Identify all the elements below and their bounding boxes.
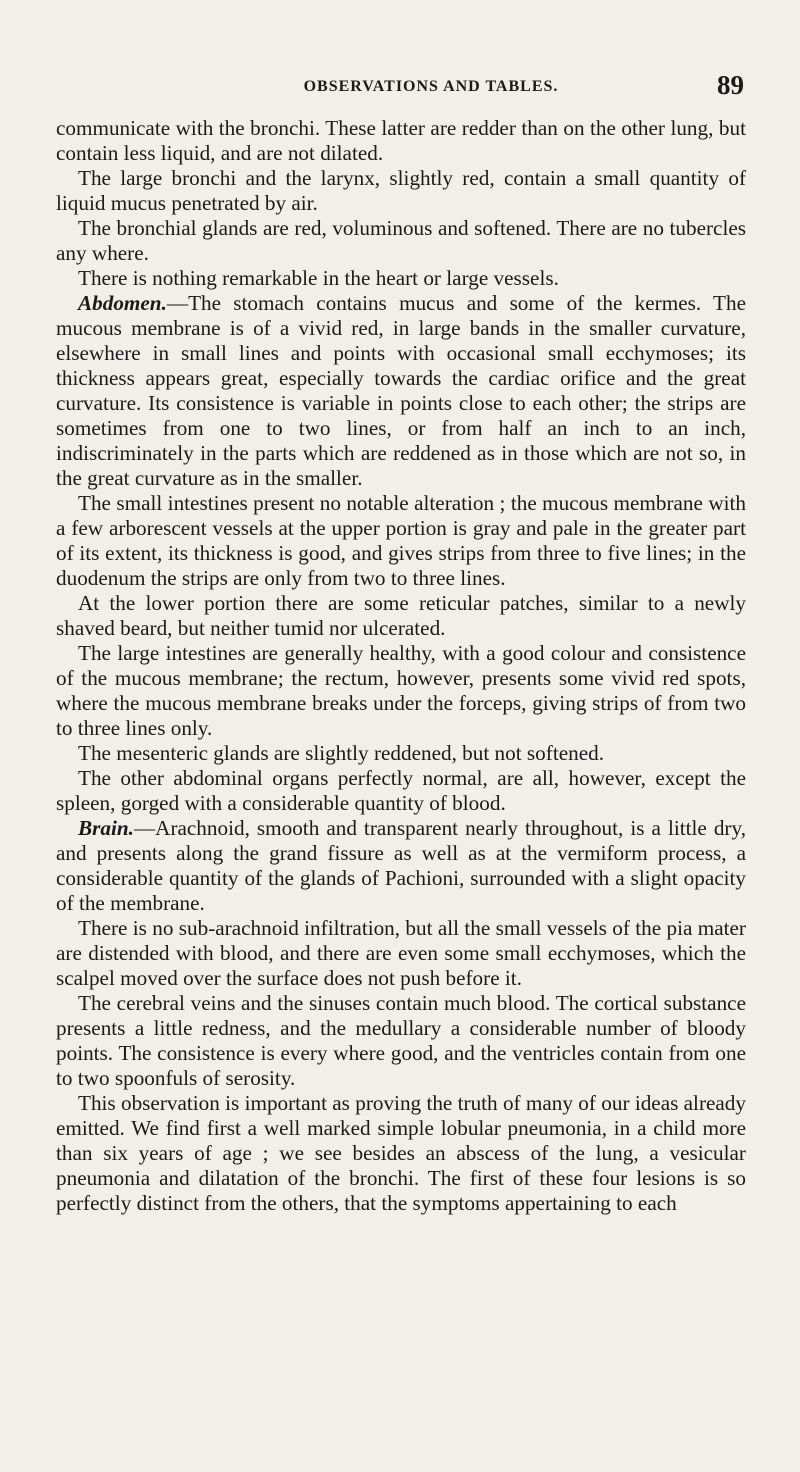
document-page [56,70,746,1216]
paragraph [56,741,746,766]
running-title: OBSERVATIONS AND TABLES. [303,78,559,95]
paragraph [56,216,746,266]
paragraph-text: The large intestines are generally healthy, with a good colour and consistence of the mucous membrane; the rectum, however, presents some vivid red spots, where the mucous membrane breaks under the forceps, giving strips of from two to three lines only. [56,641,746,740]
paragraph [56,641,746,741]
paragraph [56,991,746,1091]
paragraph-text: There is no sub-arachnoid infiltration, but all the small vessels of the pia mater are distended with blood, and there are even some small ecchymoses, which the scalpel moved over the surface does not push before it. [56,916,746,990]
paragraph [56,1091,746,1216]
paragraph-text: —The stomach contains mucus and some of the kermes. The mucous membrane is of a vivid red, in large bands in the smaller curvature, elsewhere in small lines and points with occasional small ecchymoses; its thickness appears great, especially towards the cardiac orifice and the great curvature. Its consistence is variable in points close to each other; the strips are sometimes from one to two lines, or from half an inch to an inch, indiscriminately in the parts which are reddened as in those which are not so, in the great curvature as in the smaller. [56,291,746,490]
page-number: 89 [717,70,744,100]
paragraph-text: At the lower portion there are some reticular patches, similar to a newly shaved beard, but neither tumid nor ulcerated. [56,591,746,640]
paragraph-text: The bronchial glands are red, voluminous and softened. There are no tubercles any where. [56,216,746,265]
paragraph-text: The other abdominal organs perfectly normal, are all, however, except the spleen, gorged with a considerable quantity of blood. [56,766,746,815]
section-rubric: Brain. [78,816,134,840]
paragraph-text: There is nothing remarkable in the heart or large vessels. [78,266,559,290]
paragraph [56,766,746,816]
section-rubric: Abdomen. [78,291,167,315]
paragraph-text: This observation is important as proving the truth of many of our ideas already emitted. We find first a well marked simple lobular pneumonia, in a child more than six years of age ; we see besides an abscess of the lung, a vesicular pneumonia and dilatation of the bronchi. The first of these four lesions is so perfectly distinct from the others, that the symptoms appertaining to each [56,1091,746,1215]
paragraph-text: The cerebral veins and the sinuses contain much blood. The cortical substance presents a little redness, and the medullary a considerable number of bloody points. The consistence is every where good, and the ventricles contain from one to two spoonfuls of serosity. [56,991,746,1090]
paragraph [56,266,746,291]
paragraph-text: communicate with the bronchi. These latter are redder than on the other lung, but contain less liquid, and are not dilated. [56,116,746,165]
paragraph [56,916,746,991]
paragraph-text: The mesenteric glands are slightly reddened, but not softened. [78,741,604,765]
paragraph [56,491,746,591]
paragraph-text: The small intestines present no notable alteration ; the mucous membrane with a few arborescent vessels at the upper portion is gray and pale in the greater part of its extent, its thickness is good, and gives strips from three to five lines; in the duodenum the strips are only from two to three lines. [56,491,746,590]
paragraph [56,166,746,216]
paragraph [56,816,746,916]
body-text [56,116,746,1216]
paragraph [56,591,746,641]
running-head [56,70,746,110]
paragraph-text: The large bronchi and the larynx, slightly red, contain a small quantity of liquid mucus penetrated by air. [56,166,746,215]
paragraph [56,116,746,166]
paragraph [56,291,746,491]
paragraph-text: —Arachnoid, smooth and transparent nearly throughout, is a little dry, and presents along the grand fissure as well as at the vermiform process, a considerable quantity of the glands of Pachioni, surrounded with a slight opacity of the membrane. [56,816,746,915]
